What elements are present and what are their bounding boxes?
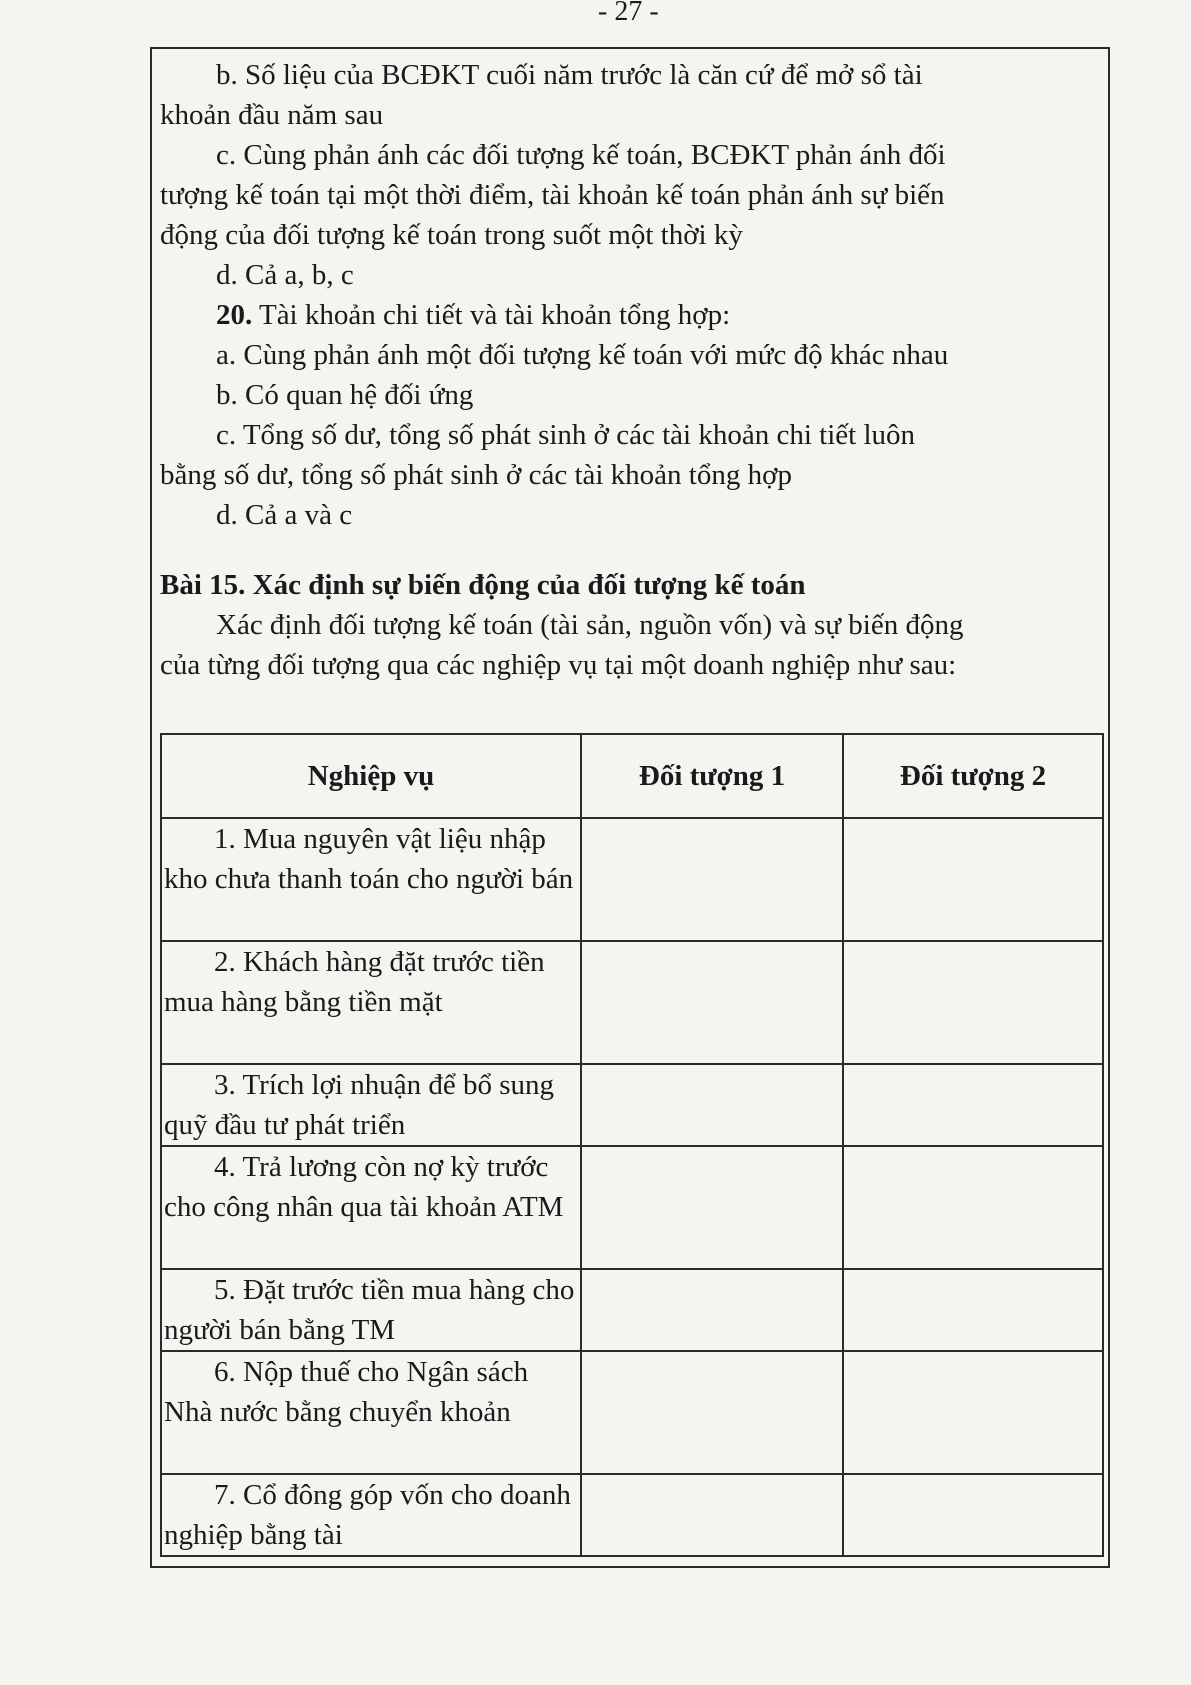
text-line: bằng số dư, tổng số phát sinh ở các tài khoản tổng hợp xyxy=(160,459,792,491)
table-row xyxy=(161,1269,1103,1351)
answer-option: b. Có quan hệ đối ứng xyxy=(216,379,474,411)
page-number: - 27 - xyxy=(598,0,659,27)
operation-cell: 5. Đặt trước tiền mua hàng cho người bán bằng TM xyxy=(161,1269,581,1351)
text-line: tượng kế toán tại một thời điểm, tài khoản kế toán phản ánh sự biến xyxy=(160,179,945,211)
operation-cell: 2. Khách hàng đặt trước tiền mua hàng bằng tiền mặt xyxy=(161,941,581,1064)
answer-option: c. Tổng số dư, tổng số phát sinh ở các tài khoản chi tiết luôn xyxy=(216,419,916,451)
operation-cell: 3. Trích lợi nhuận để bổ sung quỹ đầu tư phát triển xyxy=(161,1064,581,1146)
operation-cell: 1. Mua nguyên vật liệu nhập kho chưa thanh toán cho người bán xyxy=(161,818,581,941)
operations-table xyxy=(160,733,1104,1557)
table-row xyxy=(161,1064,1103,1146)
exercise-intro: của từng đối tượng qua các nghiệp vụ tại một doanh nghiệp như sau: xyxy=(160,649,957,681)
question-20 xyxy=(160,295,1090,335)
object-2-cell xyxy=(843,1474,1103,1556)
header-object-2: Đối tượng 2 xyxy=(843,734,1103,818)
exercise-intro: Xác định đối tượng kế toán (tài sản, nguồn vốn) và sự biến động xyxy=(216,609,964,641)
text-line: d. Cả a, b, c xyxy=(216,259,354,291)
text-line: động của đối tượng kế toán trong suốt một thời kỳ xyxy=(160,219,743,251)
question-stem: Tài khoản chi tiết và tài khoản tổng hợp: xyxy=(252,299,731,331)
operation-cell: 6. Nộp thuế cho Ngân sách Nhà nước bằng chuyển khoản xyxy=(161,1351,581,1474)
page-frame xyxy=(150,47,1110,1568)
table-row xyxy=(161,1146,1103,1269)
table-row xyxy=(161,1474,1103,1556)
table-row xyxy=(161,818,1103,941)
exercise-title: Bài 15. Xác định sự biến động của đối tượng kế toán xyxy=(160,569,806,601)
object-1-cell xyxy=(581,1064,843,1146)
table-row xyxy=(161,941,1103,1064)
object-2-cell xyxy=(843,1351,1103,1474)
answer-option: a. Cùng phản ánh một đối tượng kế toán với mức độ khác nhau xyxy=(216,339,949,371)
object-1-cell xyxy=(581,818,843,941)
operation-cell: 4. Trả lương còn nợ kỳ trước cho công nhân qua tài khoản ATM xyxy=(161,1146,581,1269)
text-line: c. Cùng phản ánh các đối tượng kế toán, BCĐKT phản ánh đối xyxy=(216,139,946,171)
header-object-1: Đối tượng 1 xyxy=(581,734,843,818)
question-block xyxy=(160,55,1090,685)
table-header-row xyxy=(161,734,1103,818)
object-1-cell xyxy=(581,1351,843,1474)
object-2-cell xyxy=(843,941,1103,1064)
text-line: b. Số liệu của BCĐKT cuối năm trước là căn cứ để mở sổ tài xyxy=(216,59,923,91)
table-row xyxy=(161,1351,1103,1474)
object-1-cell xyxy=(581,1146,843,1269)
answer-option: d. Cả a và c xyxy=(216,499,353,531)
object-2-cell xyxy=(843,1269,1103,1351)
operation-cell: 7. Cổ đông góp vốn cho doanh nghiệp bằng tài xyxy=(161,1474,581,1556)
text-line: khoản đầu năm sau xyxy=(160,99,384,131)
object-2-cell xyxy=(843,818,1103,941)
question-number: 20. xyxy=(216,299,253,331)
header-operation: Nghiệp vụ xyxy=(161,734,581,818)
object-1-cell xyxy=(581,1474,843,1556)
object-2-cell xyxy=(843,1064,1103,1146)
object-1-cell xyxy=(581,941,843,1064)
object-2-cell xyxy=(843,1146,1103,1269)
object-1-cell xyxy=(581,1269,843,1351)
